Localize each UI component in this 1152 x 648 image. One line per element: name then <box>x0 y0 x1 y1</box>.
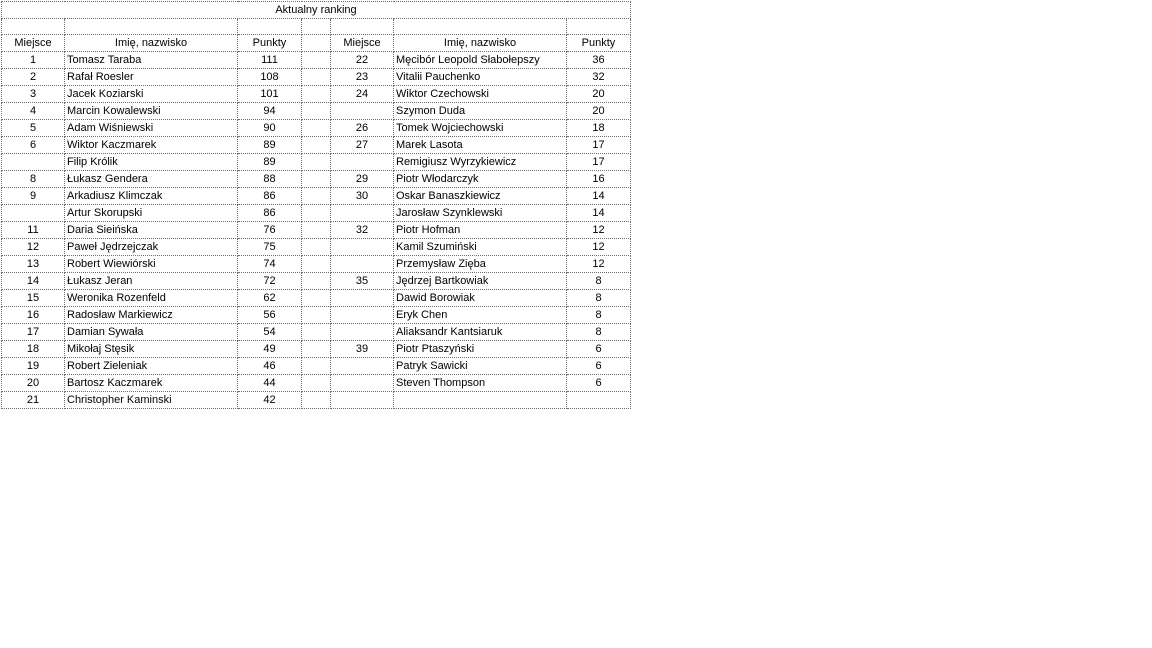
points-cell[interactable]: 20 <box>567 103 631 120</box>
place-cell[interactable]: 15 <box>2 290 65 307</box>
place-cell[interactable] <box>331 256 394 273</box>
points-cell[interactable]: 44 <box>238 375 302 392</box>
table-row <box>2 154 631 171</box>
points-cell[interactable]: 46 <box>238 358 302 375</box>
place-cell[interactable] <box>2 205 65 222</box>
points-cell[interactable]: 12 <box>567 222 631 239</box>
name-cell[interactable]: Jarosław Szynklewski <box>394 205 567 222</box>
place-cell[interactable]: 21 <box>2 392 65 409</box>
points-cell[interactable]: 108 <box>238 69 302 86</box>
points-cell[interactable]: 90 <box>238 120 302 137</box>
name-cell[interactable]: Kamil Szumiński <box>394 239 567 256</box>
place-cell[interactable] <box>331 375 394 392</box>
place-cell[interactable]: 16 <box>2 307 65 324</box>
name-cell[interactable]: Adam Wiśniewski <box>65 120 238 137</box>
place-cell[interactable]: 32 <box>331 222 394 239</box>
empty-cell[interactable] <box>302 375 331 392</box>
name-cell[interactable]: Remigiusz Wyrzykiewicz <box>394 154 567 171</box>
place-cell[interactable]: 39 <box>331 341 394 358</box>
name-cell[interactable]: Radosław Markiewicz <box>65 307 238 324</box>
header-place-2[interactable]: Miejsce <box>331 35 394 52</box>
points-cell[interactable]: 8 <box>567 307 631 324</box>
points-cell[interactable]: 86 <box>238 205 302 222</box>
empty-cell[interactable] <box>331 19 394 35</box>
points-cell[interactable]: 94 <box>238 103 302 120</box>
table-row <box>2 69 631 86</box>
table-row <box>2 375 631 392</box>
empty-cell[interactable] <box>302 392 331 409</box>
ranking-sheet <box>1 1 631 409</box>
name-cell[interactable]: Piotr Ptaszyński <box>394 341 567 358</box>
blank-row <box>2 19 631 35</box>
name-cell[interactable]: Marcin Kowalewski <box>65 103 238 120</box>
table-row <box>2 239 631 256</box>
points-cell[interactable]: 6 <box>567 341 631 358</box>
place-cell[interactable]: 12 <box>2 239 65 256</box>
name-cell[interactable]: Eryk Chen <box>394 307 567 324</box>
place-cell[interactable] <box>331 239 394 256</box>
place-cell[interactable] <box>331 358 394 375</box>
title-row <box>2 2 631 19</box>
place-cell[interactable]: 17 <box>2 324 65 341</box>
place-cell[interactable] <box>331 307 394 324</box>
points-cell[interactable]: 8 <box>567 273 631 290</box>
name-cell[interactable]: Męcibór Leopold Słabołepszy <box>394 52 567 69</box>
name-cell[interactable]: Damian Sywała <box>65 324 238 341</box>
table-row <box>2 222 631 239</box>
place-cell[interactable]: 13 <box>2 256 65 273</box>
name-cell[interactable]: Dawid Borowiak <box>394 290 567 307</box>
table-row <box>2 256 631 273</box>
points-cell[interactable]: 86 <box>238 188 302 205</box>
name-cell[interactable]: Wiktor Kaczmarek <box>65 137 238 154</box>
empty-cell[interactable] <box>302 205 331 222</box>
table-row <box>2 273 631 290</box>
points-cell[interactable]: 36 <box>567 52 631 69</box>
name-cell[interactable]: Robert Zieleniak <box>65 358 238 375</box>
name-cell[interactable]: Weronika Rozenfeld <box>65 290 238 307</box>
name-cell[interactable]: Tomek Wojciechowski <box>394 120 567 137</box>
table-row <box>2 341 631 358</box>
points-cell[interactable]: 76 <box>238 222 302 239</box>
points-cell[interactable]: 17 <box>567 154 631 171</box>
points-cell[interactable] <box>567 392 631 409</box>
name-cell[interactable]: Wiktor Czechowski <box>394 86 567 103</box>
points-cell[interactable]: 89 <box>238 154 302 171</box>
place-cell[interactable]: 18 <box>2 341 65 358</box>
table-row <box>2 188 631 205</box>
name-cell[interactable]: Arkadiusz Klimczak <box>65 188 238 205</box>
empty-cell[interactable] <box>394 19 567 35</box>
empty-cell[interactable] <box>302 290 331 307</box>
place-cell[interactable]: 3 <box>2 86 65 103</box>
points-cell[interactable]: 72 <box>238 273 302 290</box>
name-cell[interactable]: Tomasz Taraba <box>65 52 238 69</box>
points-cell[interactable]: 16 <box>567 171 631 188</box>
place-cell[interactable]: 19 <box>2 358 65 375</box>
table-row <box>2 52 631 69</box>
name-cell[interactable]: Łukasz Jeran <box>65 273 238 290</box>
points-cell[interactable]: 42 <box>238 392 302 409</box>
table-row <box>2 103 631 120</box>
name-cell[interactable]: Aliaksandr Kantsiaruk <box>394 324 567 341</box>
place-cell[interactable]: 4 <box>2 103 65 120</box>
points-cell[interactable]: 111 <box>238 52 302 69</box>
points-cell[interactable]: 49 <box>238 341 302 358</box>
empty-cell[interactable] <box>302 188 331 205</box>
name-cell[interactable] <box>394 392 567 409</box>
table-row <box>2 307 631 324</box>
points-cell[interactable]: 20 <box>567 86 631 103</box>
empty-cell[interactable] <box>302 239 331 256</box>
place-cell[interactable] <box>331 290 394 307</box>
empty-cell[interactable] <box>302 103 331 120</box>
name-cell[interactable]: Robert Wiewiórski <box>65 256 238 273</box>
place-cell[interactable]: 22 <box>331 52 394 69</box>
table-row <box>2 392 631 409</box>
points-cell[interactable]: 6 <box>567 358 631 375</box>
place-cell[interactable] <box>331 103 394 120</box>
header-points-2[interactable]: Punkty <box>567 35 631 52</box>
empty-cell[interactable] <box>302 137 331 154</box>
table-row <box>2 290 631 307</box>
name-cell[interactable]: Patryk Sawicki <box>394 358 567 375</box>
name-cell[interactable]: Vitalii Pauchenko <box>394 69 567 86</box>
empty-cell[interactable] <box>302 120 331 137</box>
points-cell[interactable]: 8 <box>567 324 631 341</box>
empty-cell[interactable] <box>2 19 65 35</box>
header-name-2[interactable]: Imię, nazwisko <box>394 35 567 52</box>
name-cell[interactable]: Artur Skorupski <box>65 205 238 222</box>
empty-cell[interactable] <box>302 69 331 86</box>
place-cell[interactable]: 8 <box>2 171 65 188</box>
empty-cell[interactable] <box>302 52 331 69</box>
name-cell[interactable]: Piotr Włodarczyk <box>394 171 567 188</box>
points-cell[interactable]: 18 <box>567 120 631 137</box>
table-row <box>2 358 631 375</box>
place-cell[interactable]: 29 <box>331 171 394 188</box>
name-cell[interactable]: Christopher Kaminski <box>65 392 238 409</box>
empty-cell[interactable] <box>302 358 331 375</box>
empty-cell[interactable] <box>302 324 331 341</box>
place-cell[interactable]: 2 <box>2 69 65 86</box>
table-row <box>2 171 631 188</box>
empty-cell[interactable] <box>238 19 302 35</box>
header-name[interactable]: Imię, nazwisko <box>65 35 238 52</box>
place-cell[interactable] <box>331 392 394 409</box>
place-cell[interactable]: 1 <box>2 52 65 69</box>
place-cell[interactable]: 24 <box>331 86 394 103</box>
table-row <box>2 205 631 222</box>
place-cell[interactable]: 35 <box>331 273 394 290</box>
name-cell[interactable]: Daria Sieińska <box>65 222 238 239</box>
name-cell[interactable]: Piotr Hofman <box>394 222 567 239</box>
points-cell[interactable]: 12 <box>567 256 631 273</box>
points-cell[interactable]: 101 <box>238 86 302 103</box>
place-cell[interactable]: 23 <box>331 69 394 86</box>
points-cell[interactable]: 75 <box>238 239 302 256</box>
place-cell[interactable] <box>331 205 394 222</box>
empty-cell[interactable] <box>302 154 331 171</box>
points-cell[interactable]: 14 <box>567 205 631 222</box>
points-cell[interactable]: 8 <box>567 290 631 307</box>
name-cell[interactable]: Łukasz Gendera <box>65 171 238 188</box>
place-cell[interactable]: 9 <box>2 188 65 205</box>
header-points[interactable]: Punkty <box>238 35 302 52</box>
points-cell[interactable]: 54 <box>238 324 302 341</box>
empty-cell[interactable] <box>302 35 331 52</box>
points-cell[interactable]: 17 <box>567 137 631 154</box>
points-cell[interactable]: 32 <box>567 69 631 86</box>
points-cell[interactable]: 89 <box>238 137 302 154</box>
sheet-title[interactable]: Aktualny ranking <box>2 2 631 19</box>
empty-cell[interactable] <box>567 19 631 35</box>
points-cell[interactable]: 14 <box>567 188 631 205</box>
place-cell[interactable]: 6 <box>2 137 65 154</box>
points-cell[interactable]: 88 <box>238 171 302 188</box>
place-cell[interactable] <box>331 324 394 341</box>
name-cell[interactable]: Steven Thompson <box>394 375 567 392</box>
name-cell[interactable]: Jędrzej Bartkowiak <box>394 273 567 290</box>
points-cell[interactable]: 74 <box>238 256 302 273</box>
place-cell[interactable]: 30 <box>331 188 394 205</box>
empty-cell[interactable] <box>65 19 238 35</box>
table-row <box>2 137 631 154</box>
name-cell[interactable]: Filip Królik <box>65 154 238 171</box>
place-cell[interactable]: 14 <box>2 273 65 290</box>
name-cell[interactable]: Szymon Duda <box>394 103 567 120</box>
place-cell[interactable] <box>331 154 394 171</box>
place-cell[interactable]: 20 <box>2 375 65 392</box>
name-cell[interactable]: Bartosz Kaczmarek <box>65 375 238 392</box>
name-cell[interactable]: Rafał Roesler <box>65 69 238 86</box>
header-place[interactable]: Miejsce <box>2 35 65 52</box>
name-cell[interactable]: Jacek Koziarski <box>65 86 238 103</box>
points-cell[interactable]: 6 <box>567 375 631 392</box>
empty-cell[interactable] <box>302 256 331 273</box>
empty-cell[interactable] <box>302 86 331 103</box>
empty-cell[interactable] <box>302 222 331 239</box>
header-row <box>2 35 631 52</box>
place-cell[interactable]: 11 <box>2 222 65 239</box>
name-cell[interactable]: Marek Lasota <box>394 137 567 154</box>
name-cell[interactable]: Mikołaj Stęsik <box>65 341 238 358</box>
place-cell[interactable] <box>2 154 65 171</box>
points-cell[interactable]: 62 <box>238 290 302 307</box>
name-cell[interactable]: Paweł Jędrzejczak <box>65 239 238 256</box>
points-cell[interactable]: 56 <box>238 307 302 324</box>
name-cell[interactable]: Przemysław Zięba <box>394 256 567 273</box>
points-cell[interactable]: 12 <box>567 239 631 256</box>
empty-cell[interactable] <box>302 171 331 188</box>
place-cell[interactable]: 5 <box>2 120 65 137</box>
empty-cell[interactable] <box>302 307 331 324</box>
empty-cell[interactable] <box>302 341 331 358</box>
table-row <box>2 86 631 103</box>
empty-cell[interactable] <box>302 273 331 290</box>
empty-cell[interactable] <box>302 19 331 35</box>
table-row <box>2 324 631 341</box>
place-cell[interactable]: 27 <box>331 137 394 154</box>
name-cell[interactable]: Oskar Banaszkiewicz <box>394 188 567 205</box>
table-row <box>2 120 631 137</box>
place-cell[interactable]: 26 <box>331 120 394 137</box>
